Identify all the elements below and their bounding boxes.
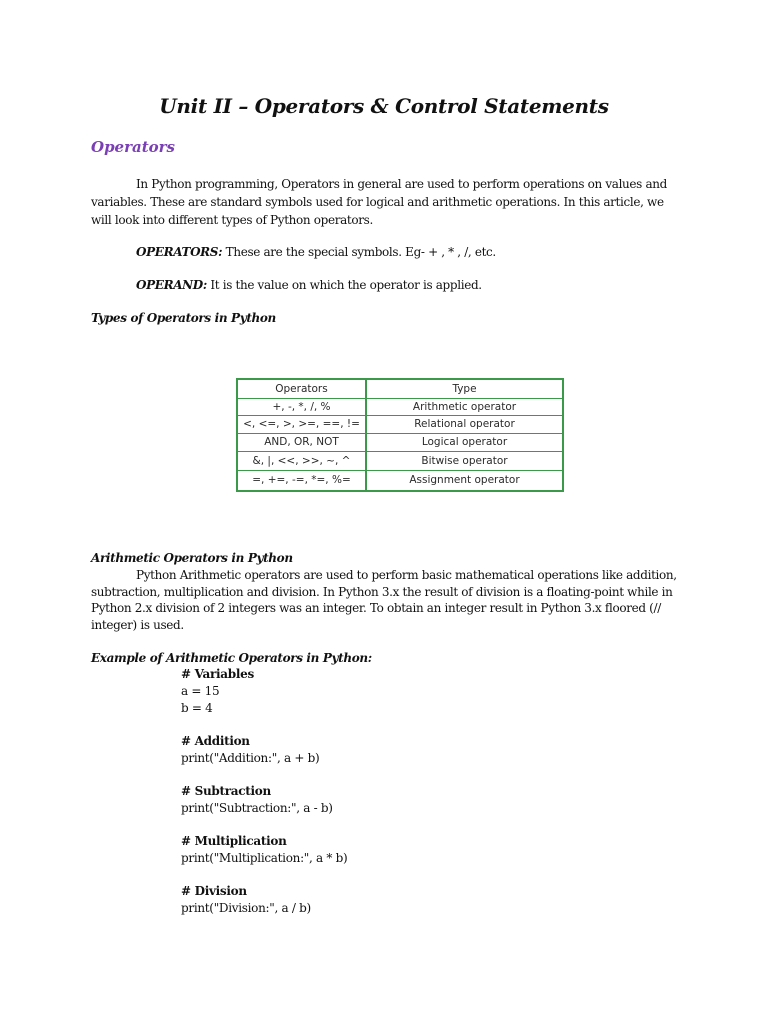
table-row	[238, 398, 562, 416]
table-cell-type: Relational operator	[414, 418, 515, 430]
table-cell-operators: +, -, *, /, %	[238, 398, 367, 415]
table-row	[238, 451, 562, 471]
code-comment: # Division	[181, 884, 247, 898]
table-cell-operators: &, |, <<, >>, ~, ^	[238, 451, 367, 470]
table-cell-operators: AND, OR, NOT	[238, 433, 367, 451]
code-comment: # Subtraction	[181, 784, 271, 798]
table-header-row	[238, 380, 562, 399]
table-cell-type: Assignment operator	[409, 474, 520, 486]
table-row	[238, 433, 562, 452]
definition-operators	[136, 245, 496, 259]
table-header-cell: Type	[452, 383, 477, 395]
definition-text: These are the special symbols. Eg- + , * , /, etc.	[222, 245, 496, 259]
operator-table	[236, 378, 564, 492]
code-line: b = 4	[181, 701, 213, 715]
arithmetic-heading: Arithmetic Operators in Python	[91, 551, 293, 565]
table-cell-type: Bitwise operator	[421, 454, 508, 467]
section-heading-operators: Operators	[91, 138, 176, 156]
table-row	[238, 415, 562, 434]
table-row	[238, 470, 562, 490]
table-cell-operators: =, +=, -=, *=, %=	[238, 470, 367, 490]
definition-text: It is the value on which the operator is applied.	[206, 278, 482, 292]
intro-paragraph: In Python programming, Operators in general are used to perform operations on values and variables. These are standard symbols used for logical and arithmetic operations. In this article, we will look into different types of Python operators.	[91, 177, 667, 227]
types-heading: Types of Operators in Python	[91, 311, 276, 325]
table-cell-operators: <, <=, >, >=, ==, !=	[238, 415, 367, 433]
code-comment: # Variables	[181, 667, 254, 681]
definition-operand	[136, 278, 482, 292]
code-comment: # Addition	[181, 734, 250, 748]
code-line: print("Multiplication:", a * b)	[181, 851, 348, 865]
code-line: a = 15	[181, 684, 220, 698]
definition-term: OPERAND:	[136, 278, 207, 292]
arithmetic-paragraph: Python Arithmetic operators are used to perform basic mathematical operations like addition, subtraction, multiplication and division. In Python 3.x the result of division is a floating-point while in Python 2.x division of 2 integers was an integer. To obtain an integer result in Python 3.x floored (// integer) is used.	[91, 568, 677, 632]
code-line: print("Division:", a / b)	[181, 901, 311, 915]
code-line: print("Subtraction:", a - b)	[181, 801, 333, 815]
code-comment: # Multiplication	[181, 834, 287, 848]
table-cell-type: Arithmetic operator	[412, 400, 517, 413]
code-line: print("Addition:", a + b)	[181, 751, 320, 765]
table-header-cell: Operators	[238, 380, 367, 398]
definition-term: OPERATORS:	[136, 245, 223, 259]
example-heading: Example of Arithmetic Operators in Python:	[91, 651, 372, 665]
page-title: Unit II – Operators & Control Statements	[159, 94, 609, 118]
table-cell-type: Logical operator	[421, 436, 508, 448]
